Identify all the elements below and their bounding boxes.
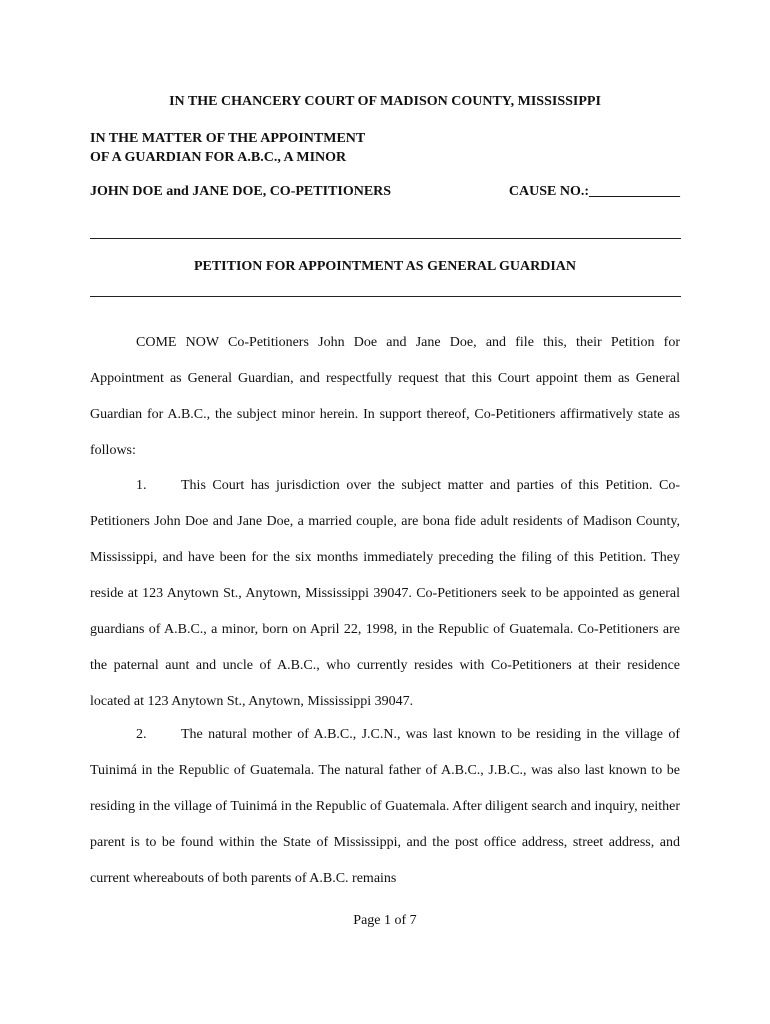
petitioners-caption: JOHN DOE and JANE DOE, CO-PETITIONERS xyxy=(90,184,392,199)
numbered-paragraph-1 xyxy=(90,468,680,720)
cause-number xyxy=(509,184,680,200)
top-rule xyxy=(90,238,681,239)
page-footer: Page 1 of 7 xyxy=(353,913,417,928)
cause-label: CAUSE NO.: xyxy=(508,184,589,199)
court-title: IN THE CHANCERY COURT OF MADISON COUNTY, MISSISSIPPI xyxy=(169,94,601,109)
paragraph-text: This Court has jurisdiction over the subject matter and parties of this Petition. Co-Petitioners John Doe and Jane Doe, a married couple, are bona fide adult residents of Madison County, Mississippi, and have been for the six months immediately preceding the filing of this Petition. They reside at 123 Anytown St., Anytown, Mississippi 39047. Co-Petitioners seek to be appointed as general guardians of A.B.C., a minor, born on April 22, 1998, in the Republic of Guatemala. Co-Petitioners are the paternal aunt and uncle of A.B.C., who currently resides with Co-Petitioners at their residence located at 123 Anytown St., Anytown, Mississippi 39047. xyxy=(90,478,680,709)
cause-blank: _____________ xyxy=(589,184,680,199)
matter-line-1: IN THE MATTER OF THE APPOINTMENT xyxy=(90,131,366,146)
matter-caption xyxy=(90,129,510,167)
paragraph-text: The natural mother of A.B.C., J.C.N., was last known to be residing in the village of Tuinimá in the Republic of Guatemala. The natural father of A.B.C., J.B.C., was also last known to be residing in the village of Tuinimá in the Republic of Guatemala. After diligent search and inquiry, neither parent is to be found within the State of Mississippi, and the post office address, street address, and current whereabouts of both parents of A.B.C. remains xyxy=(90,727,680,886)
matter-line-2: OF A GUARDIAN FOR A.B.C., A MINOR xyxy=(90,150,347,165)
paragraph-number: 1. xyxy=(136,478,147,493)
intro-paragraph xyxy=(90,325,680,469)
numbered-paragraph-2 xyxy=(90,717,680,897)
intro-paragraph-text: COME NOW Co-Petitioners John Doe and Jane Doe, and file this, their Petition for Appointment as General Guardian, and respectfully request that this Court appoint them as General Guardian for A.B.C., the subject minor herein. In support thereof, Co-Petitioners affirmatively state as follows: xyxy=(90,335,680,458)
bottom-rule xyxy=(90,296,681,297)
petition-title: PETITION FOR APPOINTMENT AS GENERAL GUARDIAN xyxy=(193,259,577,274)
paragraph-number: 2. xyxy=(136,727,147,742)
